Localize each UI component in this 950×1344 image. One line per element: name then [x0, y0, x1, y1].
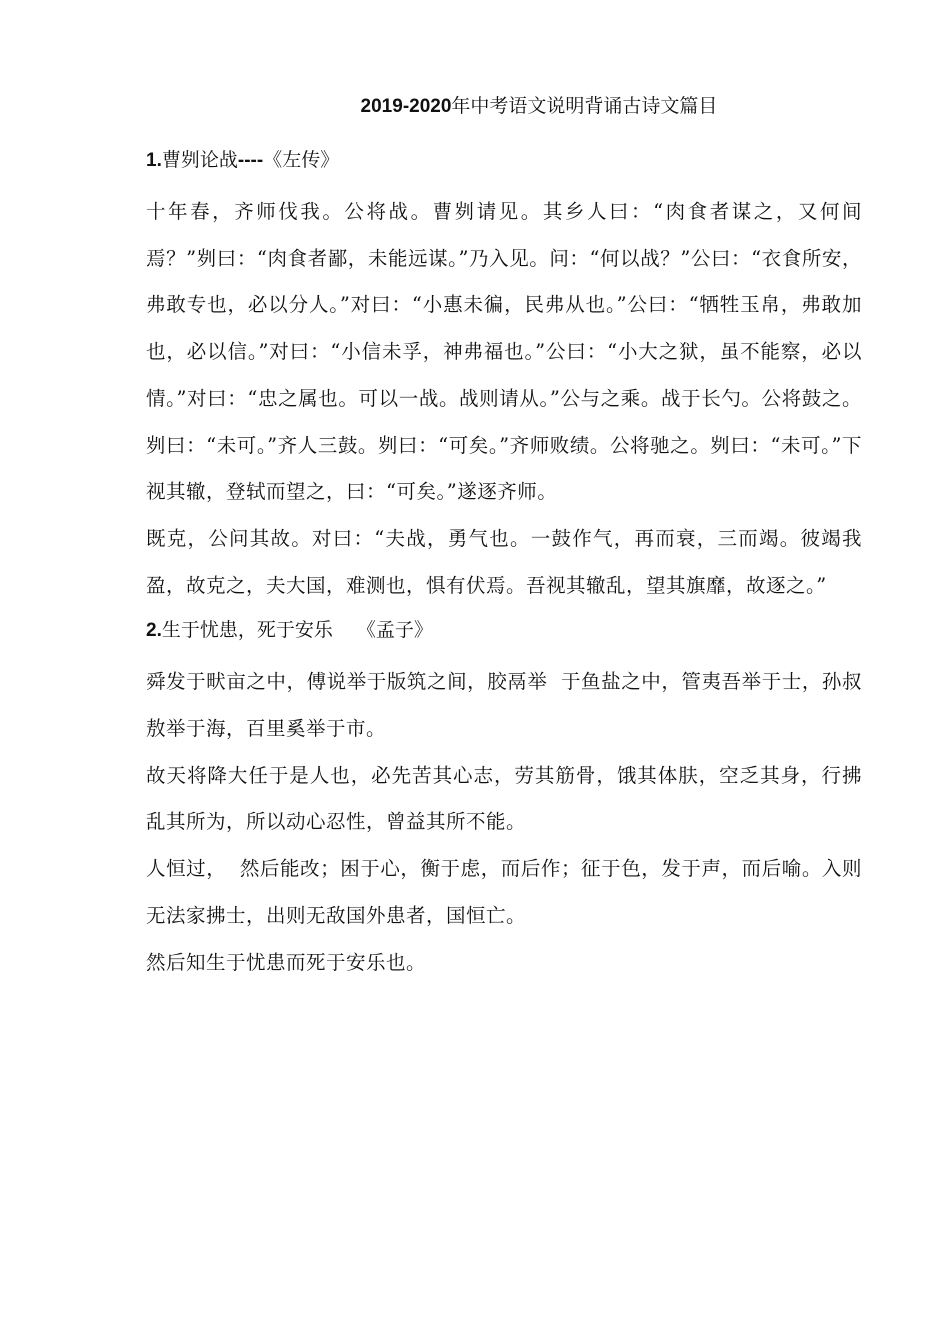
section-source: 《孟子》: [356, 619, 433, 642]
section-title: 曹刿论战: [161, 149, 238, 171]
section-heading-1: [146, 142, 862, 179]
section-title: 生于忧患，死于安乐: [161, 619, 333, 642]
section-2-paragraph-4: 然后知生于忧患而死于安乐也。: [146, 950, 427, 974]
section-number: 1.: [146, 150, 162, 171]
section-2-paragraph-3: 人恒过， 然后能改；困于心，衡于虑，而后作；征于色，发于声，而后喻。入则无法家拂士，出则无敌国外患者，国恒亡。: [146, 857, 862, 927]
title-text: 年中考语文说明背诵古诗文篇目: [451, 95, 718, 117]
section-number: 2.: [146, 620, 162, 642]
section-2-paragraph-1: 舜发于畎亩之中，傅说举于版筑之间，胶鬲举 于鱼盐之中，管夷吾举于士，孙叔敖举于海，百里奚举于市。: [146, 670, 862, 741]
document-title: [146, 88, 862, 124]
section-source: 《左传》: [263, 149, 340, 171]
section-1-paragraph-1: 十年春，齐师伐我。公将战。曹刿请见。其乡人曰：“肉食者谋之，又何间焉？”刿曰：“肉食者鄙，未能远谋。”乃入见。问：“何以战？”公曰：“衣食所安，弗敢专也，必以分人。”对曰：“小惠未徧，民弗从也。”公曰：“牺牲玉帛，弗敢加也，必以信。”对曰：“小信未孚，神弗福也。”公曰：“小大之狱，虽不能察，必以情。”对曰：“忠之属也。可以一战。战则请从。”公与之乘。战于长勺。公将鼓之。刿曰：“未可。”齐人三鼓。刿曰：“可矣。”齐师败绩。公将驰之。刿曰：“未可。”下视其辙，登轼而望之，曰：“可矣。”遂逐齐师。: [146, 200, 862, 504]
title-year-range: 2019-2020: [360, 96, 452, 117]
section-separator: ----: [237, 150, 264, 171]
section-heading-2: [146, 612, 862, 649]
section-1-paragraph-2: 既克，公问其故。对曰：“夫战，勇气也。一鼓作气，再而衰，三而竭。彼竭我盈，故克之，夫大国，难测也，惧有伏焉。吾视其辙乱，望其旗靡，故逐之。”: [146, 526, 862, 597]
section-2-paragraph-2: 故天将降大任于是人也，必先苦其心志，劳其筋骨，饿其体肤，空乏其身，行拂乱其所为，所以动心忍性，曾益其所不能。: [146, 763, 862, 834]
document-page: [146, 88, 862, 986]
